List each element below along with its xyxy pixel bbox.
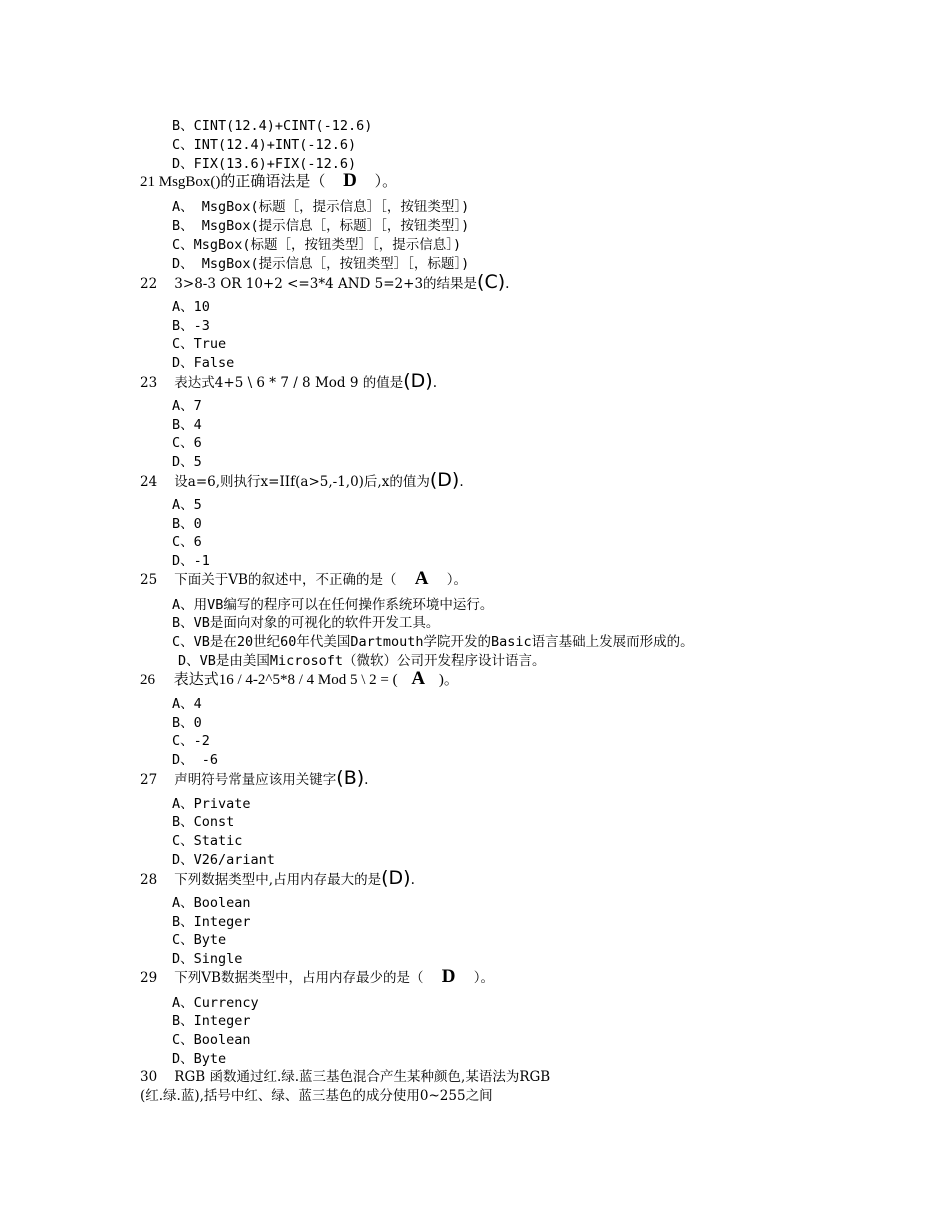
option-a: A、7	[172, 398, 202, 414]
answer: (D)	[381, 867, 411, 889]
answer: A	[414, 568, 429, 589]
question-26	[140, 668, 459, 690]
prev-option-c: C、INT(12.4)+INT(-12.6)	[172, 137, 357, 153]
answer: D	[441, 966, 456, 987]
option-b: B、-3	[172, 318, 210, 334]
question-25	[140, 568, 467, 590]
option-c: C、MsgBox(标题［，按钮类型］［，提示信息］)	[172, 237, 462, 253]
option-b: B、 MsgBox(提示信息［，标题］［，按钮类型］)	[172, 218, 470, 234]
option-d: D、Single	[172, 951, 243, 967]
option-a: A、5	[172, 497, 202, 513]
question-text: 声明符号常量应该用关键字	[174, 772, 337, 788]
question-number: 24	[140, 474, 158, 490]
option-a: A、Currency	[172, 995, 259, 1011]
option-c: C、Static	[172, 833, 243, 849]
question-22	[140, 271, 509, 293]
option-c: C、VB是在20世纪60年代美国Dartmouth学院开发的Basic语言基础上发展而形成的。	[172, 634, 694, 650]
option-d: D、 -6	[172, 752, 219, 768]
question-text-end: .	[432, 375, 437, 391]
question-text-end: .	[459, 474, 464, 490]
option-d: D、VB是由美国Microsoft（微软）公司开发程序设计语言。	[178, 653, 546, 669]
question-text-end: ）。	[473, 970, 495, 986]
option-b: B、4	[172, 417, 202, 433]
option-d: D、V26/ariant	[172, 852, 275, 868]
question-text: RGB 函数通过红.绿.蓝三基色混合产生某种颜色,某语法为RGB	[174, 1069, 551, 1085]
option-b: B、0	[172, 516, 202, 532]
question-text: 3>8-3 OR 10+2 <=3*4 AND 5=2+3的结果是	[174, 276, 478, 292]
question-text-end: .	[505, 276, 510, 292]
question-30-continuation: (红.绿.蓝),括号中红、绿、蓝三基色的成分使用0~255之间	[140, 1088, 493, 1104]
question-24	[140, 469, 464, 491]
option-c: C、True	[172, 336, 227, 352]
option-b: B、VB是面向对象的可视化的软件开发工具。	[172, 615, 440, 631]
option-a: A、 MsgBox(标题［，提示信息］［，按钮类型］)	[172, 199, 470, 215]
question-text: 表达式4+5 \ 6 * 7 / 8 Mod 9 的值是	[174, 375, 404, 391]
question-text: 下列VB数据类型中，占用内存最少的是（	[174, 970, 424, 986]
option-b: B、0	[172, 715, 202, 731]
question-number: 30	[140, 1069, 158, 1085]
option-d: D、Byte	[172, 1051, 227, 1067]
answer: (D)	[403, 370, 433, 392]
prev-option-b: B、CINT(12.4)+CINT(-12.6)	[172, 118, 373, 134]
question-text: 下面关于VB的叙述中，不正确的是（	[174, 572, 397, 588]
option-a: A、Private	[172, 796, 251, 812]
answer: (D)	[429, 469, 460, 491]
question-27	[140, 767, 368, 789]
question-text: MsgBox()的正确语法是（	[158, 174, 326, 190]
question-number: 29	[140, 970, 158, 986]
question-number: 26	[140, 672, 155, 688]
option-c: C、Byte	[172, 932, 227, 948]
question-number: 23	[140, 375, 158, 391]
question-30	[140, 1065, 550, 1085]
question-number: 28	[140, 872, 158, 888]
option-b: B、Integer	[172, 1013, 251, 1029]
question-text-end: )。	[438, 672, 459, 688]
option-d: D、False	[172, 355, 235, 371]
question-21	[140, 170, 397, 192]
question-text: 表达式16 / 4-2^5*8 / 4 Mod 5 \ 2 = (	[173, 672, 398, 688]
question-text: 下列数据类型中,占用内存最大的是	[174, 872, 382, 888]
answer: D	[343, 170, 357, 191]
option-d: D、-1	[172, 553, 210, 569]
question-28	[140, 867, 415, 889]
question-text-end: ）。	[446, 572, 468, 588]
option-c: C、6	[172, 534, 202, 550]
option-a: A、Boolean	[172, 895, 251, 911]
answer: (C)	[477, 271, 506, 293]
option-d: D、5	[172, 454, 202, 470]
question-number: 21	[140, 174, 155, 190]
question-text-end: .	[410, 872, 415, 888]
option-a: A、用VB编写的程序可以在任何操作系统环境中运行。	[172, 597, 494, 613]
question-number: 22	[140, 276, 158, 292]
answer: A	[411, 668, 426, 689]
option-c: C、6	[172, 435, 202, 451]
question-23	[140, 370, 437, 392]
question-text-end: ）。	[374, 174, 398, 190]
option-d: D、 MsgBox(提示信息［，按钮类型］［，标题］)	[172, 256, 470, 272]
question-text-end: .	[364, 772, 369, 788]
option-b: B、Integer	[172, 914, 251, 930]
question-number: 25	[140, 572, 158, 588]
option-a: A、10	[172, 299, 210, 315]
question-29	[140, 966, 494, 988]
option-c: C、-2	[172, 733, 210, 749]
option-a: A、4	[172, 696, 202, 712]
option-c: C、Boolean	[172, 1032, 251, 1048]
option-b: B、Const	[172, 814, 235, 830]
question-number: 27	[140, 772, 158, 788]
prev-option-d: D、FIX(13.6)+FIX(-12.6)	[172, 156, 357, 172]
question-text: 设a=6,则执行x=IIf(a>5,-1,0)后,x的值为	[174, 474, 430, 490]
answer: (B)	[336, 767, 365, 789]
